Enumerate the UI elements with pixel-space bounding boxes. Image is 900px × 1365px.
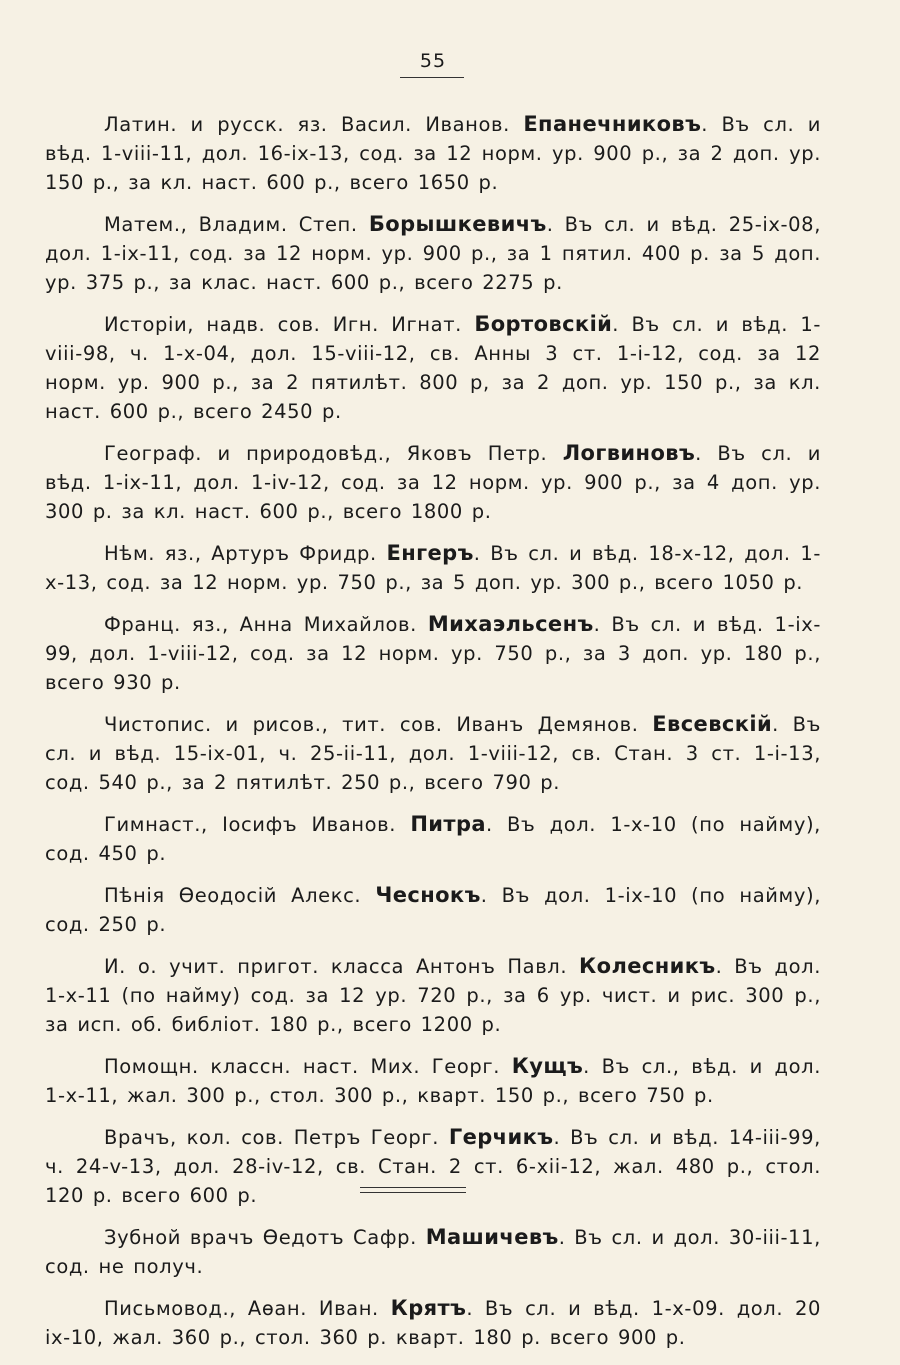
staff-entry (45, 710, 821, 797)
staff-surname: Машичевъ (425, 1225, 559, 1249)
staff-entry (45, 210, 821, 297)
staff-surname: Крятъ (390, 1296, 467, 1320)
entry-text: Помощн. классн. наст. Мих. Георг. (104, 1055, 512, 1078)
staff-surname: Енгеръ (386, 541, 474, 565)
entry-text: И. о. учит. пригот. класса Антонъ Павл. (104, 955, 580, 978)
staff-surname: Герчикъ (448, 1125, 554, 1149)
staff-entry (45, 1223, 821, 1281)
entry-text: Франц. яз., Анна Михайлов. (104, 613, 428, 636)
entry-text: . Въ сл. и вѣд. 1-viii-98, ч. 1-x-04, дол. 15-viii-12, св. Анны 3 ст. 1-i-12, сод. за 12 норм. ур. 900 р., за 2 пятилѣт. 800 р, за 2 доп. ур. 150 р., за кл. наст. 600 р., всего 2450 р. (45, 313, 821, 423)
staff-list (45, 110, 821, 1365)
entry-text: . Въ дол. 1-x-11 (по найму) сод. за 12 ур. 720 р., за 6 ур. чист. и рис. 300 р., за исп. об. библіот. 180 р., всего 1200 р. (45, 955, 821, 1036)
entry-text: . Въ сл. и вѣд. 1-x-09. дол. 20 ix-10, жал. 360 р., стол. 360 р. кварт. 180 р. всего 900 р. (45, 1297, 821, 1349)
entry-text: Матем., Владим. Степ. (104, 213, 369, 236)
staff-surname: Евсевскій (652, 712, 773, 736)
entry-text: . Въ сл. и вѣд. 1-ix-11, дол. 1-iv-12, сод. за 12 норм. ур. 900 р., за 4 доп. ур. 300 р. за кл. наст. 600 р., всего 1800 р. (45, 442, 821, 523)
entry-text: . Въ сл. и вѣд. 25-ix-08, дол. 1-ix-11, сод. за 12 норм. ур. 900 р., за 1 пятил. 400 р. за 5 доп. ур. 375 р., за клас. наст. 600 р., всего 2275 р. (45, 213, 821, 294)
entry-text: Географ. и природовѣд., Яковъ Петр. (104, 442, 563, 465)
staff-entry (45, 539, 821, 597)
staff-surname: Кущъ (511, 1054, 584, 1078)
staff-surname: Бортовскій (474, 312, 613, 336)
staff-entry (45, 310, 821, 426)
staff-entry (45, 439, 821, 526)
entry-text: . Въ сл. и вѣд. 18-x-12, дол. 1-x-13, сод. за 12 норм. ур. 750 р., за 5 доп. ур. 300 р., всего 1050 р. (45, 542, 821, 594)
entry-text: Латин. и русск. яз. Васил. Иванов. (104, 113, 524, 136)
entry-text: Пѣнія Ѳеодосій Алекс. (104, 884, 376, 907)
staff-entry (45, 810, 821, 868)
staff-entry (45, 1123, 821, 1210)
staff-entry (45, 610, 821, 697)
staff-entry (45, 952, 821, 1039)
entry-text: . Въ сл. и дол. 30-iii-11, сод. не получ. (45, 1226, 821, 1278)
entry-text: . Въ сл., вѣд. и дол. 1-x-11, жал. 300 р., стол. 300 р., кварт. 150 р., всего 750 р. (45, 1055, 821, 1107)
entry-text: . Въ дол. 1-x-10 (по найму), сод. 450 р. (45, 813, 821, 865)
entry-text: Нѣм. яз., Артуръ Фридр. (104, 542, 387, 565)
page-number: 55 (419, 50, 447, 72)
staff-surname: Питра (410, 812, 486, 836)
entry-text: Гимнаст., Іосифъ Иванов. (104, 813, 411, 836)
entry-text: . Въ сл. и вѣд. 14-iii-99, ч. 24-v-13, дол. 28-iv-12, св. Стан. 2 ст. 6-xii-12, жал. 480 р., стол. 120 р. всего 600 р. (45, 1126, 821, 1207)
entry-text: Зубной врачъ Ѳедотъ Сафр. (104, 1226, 426, 1249)
entry-text: . Въ дол. 1-ix-10 (по найму), сод. 250 р. (45, 884, 821, 936)
entry-text: . Въ сл. и вѣд. 1-viii-11, дол. 16-ix-13, сод. за 12 норм. ур. 900 р., за 2 доп. ур. 150 р., за кл. наст. 600 р., всего 1650 р. (45, 113, 822, 194)
staff-surname: Михаэльсенъ (427, 612, 594, 636)
staff-surname: Борышкевичъ (368, 212, 547, 236)
footer-double-rule (360, 1187, 466, 1193)
staff-surname: Чеснокъ (375, 883, 481, 907)
entry-text: Исторіи, надв. сов. Игн. Игнат. (104, 313, 475, 336)
entry-text: . Въ сл. и вѣд. 1-ix-99, дол. 1-viii-12, сод. за 12 норм. ур. 750 р., за 3 доп. ур. 180 р., всего 930 р. (45, 613, 821, 694)
header-rule (400, 77, 464, 78)
staff-entry (45, 881, 821, 939)
staff-surname: Логвиновъ (562, 441, 696, 465)
staff-entry (45, 1052, 821, 1110)
entry-text: Письмовод., Аѳан. Иван. (104, 1297, 391, 1320)
staff-entry (45, 110, 821, 197)
entry-text: . Въ сл. и вѣд. 15-ix-01, ч. 25-ii-11, дол. 1-viii-12, св. Стан. 3 ст. 1-i-13, сод. 540 р., за 2 пятилѣт. 250 р., всего 790 р. (45, 713, 821, 794)
entry-text: Чистопис. и рисов., тит. сов. Иванъ Демянов. (104, 713, 653, 736)
entry-text: Врачъ, кол. сов. Петръ Георг. (104, 1126, 449, 1149)
staff-surname: Епанечниковъ (523, 112, 702, 136)
staff-entry (45, 1294, 821, 1352)
staff-surname: Колесникъ (579, 954, 716, 978)
